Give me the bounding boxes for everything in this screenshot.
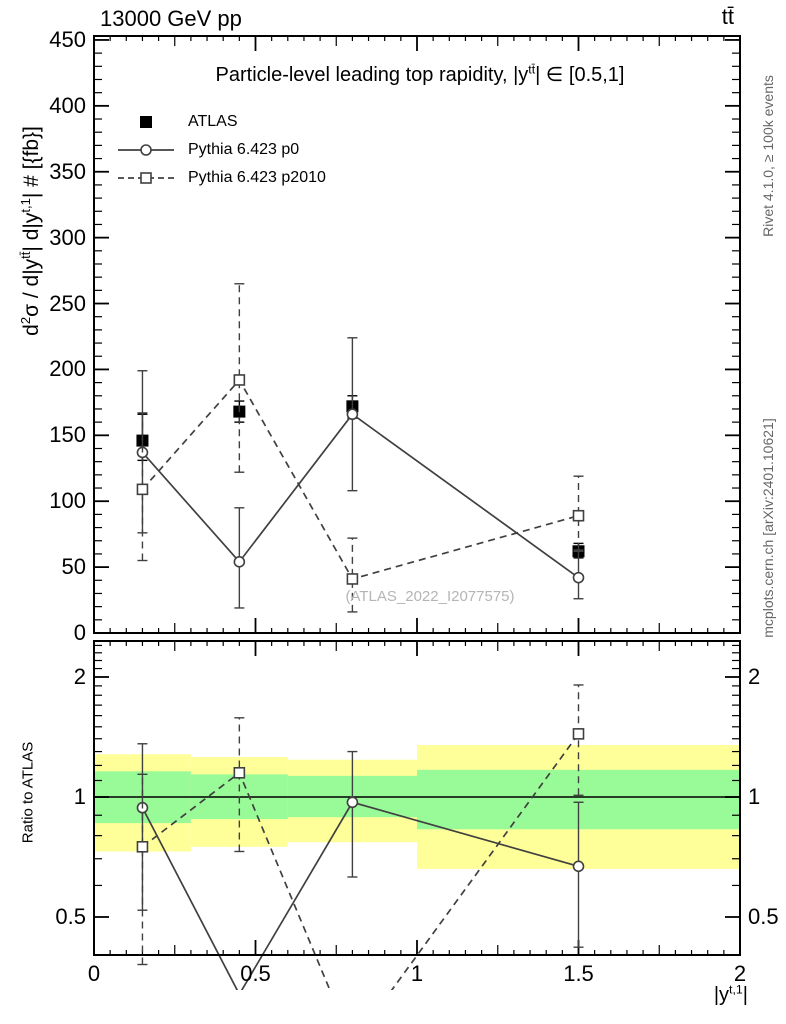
legend-marker-p0-icon xyxy=(118,141,174,159)
legend-label: Pythia 6.423 p0 xyxy=(188,141,300,158)
mcplots-reference-note: mcplots.cern.ch [arXiv:2401.10621] xyxy=(760,418,776,638)
analysis-id-watermark: (ATLAS_2022_I2077575) xyxy=(345,588,515,605)
legend xyxy=(118,108,326,192)
main-y-tick-label: 0 xyxy=(73,620,86,645)
x-tick-label: 0 xyxy=(87,961,101,986)
ratio-y-tick-label-right: 0.5 xyxy=(748,904,779,929)
main-y-tick-label: 300 xyxy=(49,224,86,250)
legend-label: ATLAS xyxy=(188,113,238,130)
legend-marker-atlas-icon xyxy=(118,113,174,131)
legend-item-p2010 xyxy=(118,164,326,192)
series-p0-main xyxy=(137,338,583,608)
process-label: tt̄ xyxy=(721,4,734,29)
y-axis-title-ratio: Ratio to ATLAS xyxy=(19,741,37,844)
x-tick-label: 1 xyxy=(410,961,424,986)
main-y-tick-label: 200 xyxy=(49,356,86,382)
ratio-y-tick-label-left: 0.5 xyxy=(55,904,86,929)
plot-title: Particle-level leading top rapidity, $|y^{tt̄}|$ ∈ [0.5,1] xyxy=(215,62,625,86)
legend-item-p0 xyxy=(118,136,326,164)
ratio-y-tick-label-left: 1 xyxy=(73,784,86,809)
ratio-y-tick-label-right: 1 xyxy=(748,784,761,809)
legend-label: Pythia 6.423 p2010 xyxy=(188,169,326,186)
main-y-tick-label: 450 xyxy=(49,26,86,52)
main-y-tick-label: 50 xyxy=(61,554,86,580)
main-y-tick-label: 150 xyxy=(49,422,86,448)
series-p2010-main xyxy=(137,284,583,612)
main-y-tick-label: 350 xyxy=(49,158,86,184)
rivet-version-note: Rivet 4.1.0, ≥ 100k events xyxy=(760,75,776,237)
x-tick-label: 2 xyxy=(733,961,747,986)
legend-item-atlas xyxy=(118,108,326,136)
main-y-tick-label: 250 xyxy=(49,290,86,316)
legend-marker-p2010-icon xyxy=(118,169,174,187)
beam-energy-label: 13000 GeV pp xyxy=(100,6,242,31)
x-tick-label: 0.5 xyxy=(240,961,271,986)
ratio-y-tick-label-left: 2 xyxy=(73,664,86,689)
main-y-tick-label: 400 xyxy=(49,92,86,118)
x-tick-label: 1.5 xyxy=(563,961,594,986)
ratio-y-tick-label-right: 2 xyxy=(748,664,761,689)
main-y-tick-label: 100 xyxy=(49,488,86,514)
y-axis-title-main: $d^2\sigma / d|y^{tt̄}|$ $d|y^{t,1}|$ # [{fb}] xyxy=(18,126,43,336)
x-axis-title: $|y^{t,1}|$ xyxy=(713,982,748,1006)
